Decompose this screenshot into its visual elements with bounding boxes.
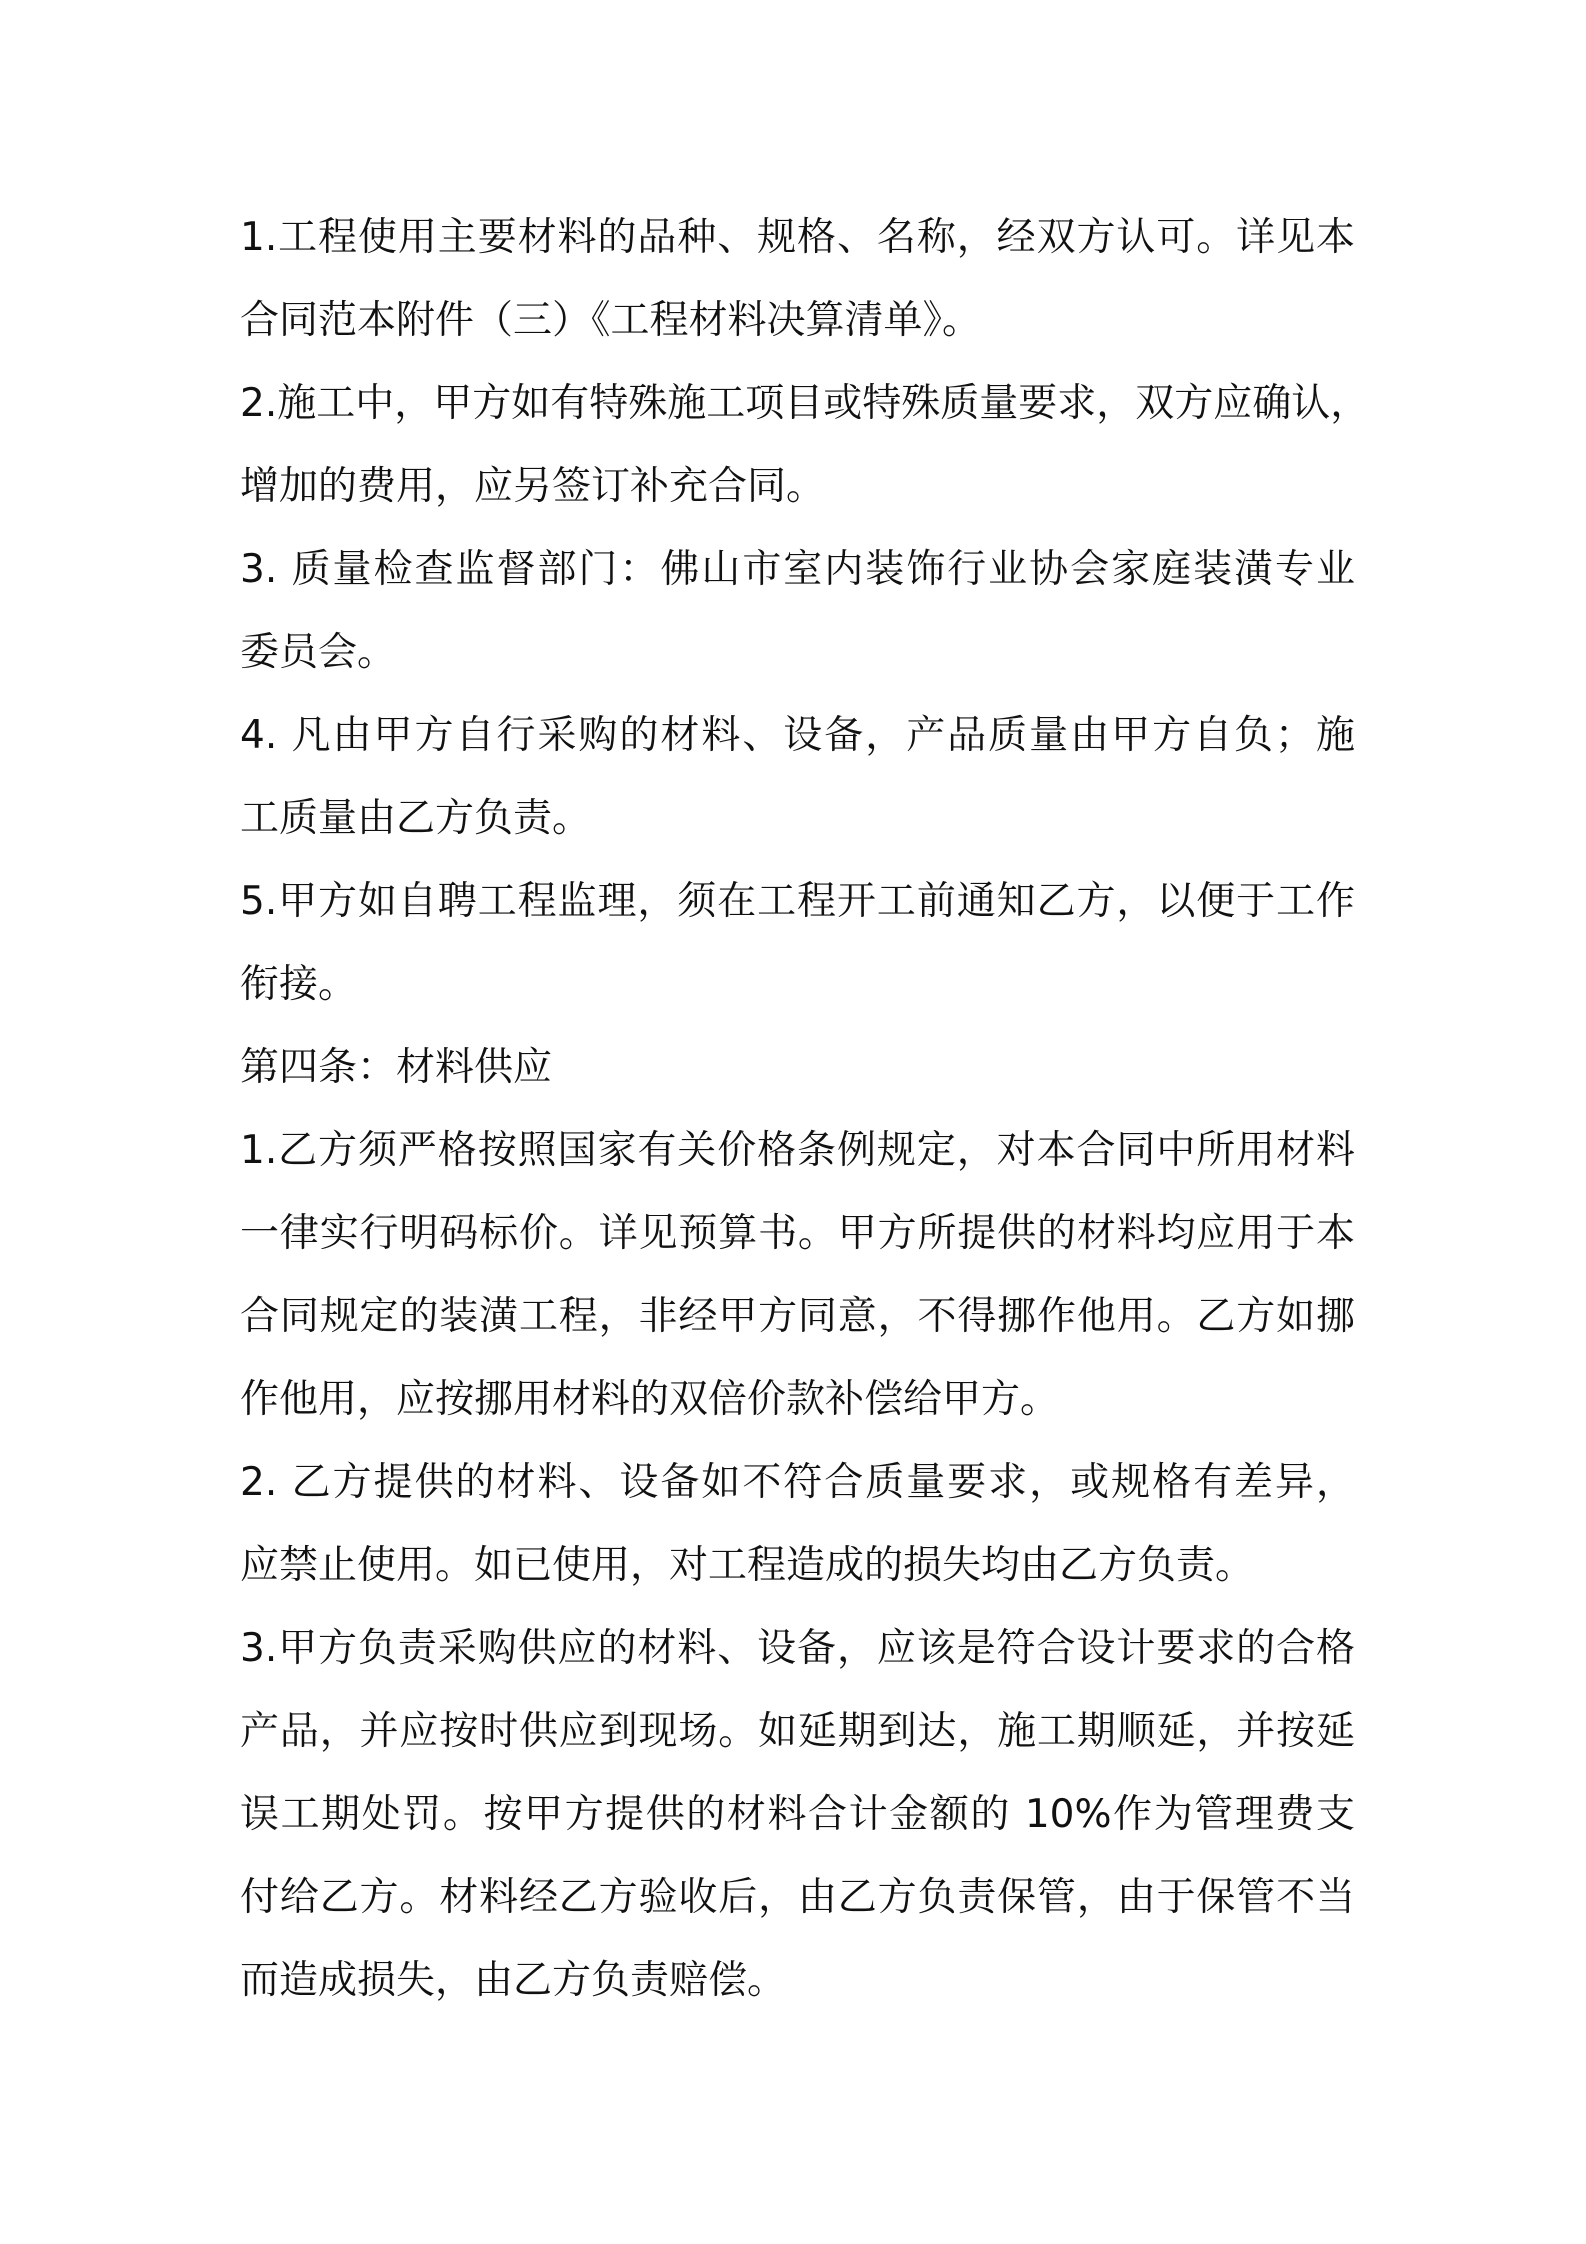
text-line: 衔接。 <box>240 962 358 1007</box>
text-line: 委员会。 <box>240 630 397 675</box>
text-line: 误工期处罚。按甲方提供的材料合计金额的 10%作为管理费支 <box>240 1792 1355 1837</box>
text-line: 5.甲方如自聘工程监理，须在工程开工前通知乙方，以便于工作 <box>240 879 1355 924</box>
text-line: 付给乙方。材料经乙方验收后，由乙方负责保管，由于保管不当 <box>240 1875 1355 1920</box>
text-line: 合同规定的装潢工程，非经甲方同意，不得挪作他用。乙方如挪 <box>240 1294 1355 1339</box>
text-line: 而造成损失，由乙方负责赔偿。 <box>240 1958 787 2003</box>
text-line: 3. 质量检查监督部门：佛山市室内装饰行业协会家庭装潢专业 <box>240 547 1355 592</box>
text-line: 2.施工中，甲方如有特殊施工项目或特殊质量要求，双方应确认， <box>240 381 1370 426</box>
document-body <box>240 196 1370 2022</box>
text-line: 2. 乙方提供的材料、设备如不符合质量要求，或规格有差异， <box>240 1460 1355 1505</box>
text-line: 增加的费用，应另签订补充合同。 <box>240 464 826 509</box>
text-line: 一律实行明码标价。详见预算书。甲方所提供的材料均应用于本 <box>240 1211 1355 1256</box>
text-line: 合同范本附件（三）《工程材料决算清单》。 <box>240 298 982 343</box>
text-line: 3.甲方负责采购供应的材料、设备，应该是符合设计要求的合格 <box>240 1626 1355 1671</box>
text-line: 1.乙方须严格按照国家有关价格条例规定，对本合同中所用材料 <box>240 1128 1355 1173</box>
text-line: 产品，并应按时供应到现场。如延期到达，施工期顺延，并按延 <box>240 1709 1355 1754</box>
text-line: 工质量由乙方负责。 <box>240 796 592 841</box>
text-line: 应禁止使用。如已使用，对工程造成的损失均由乙方负责。 <box>240 1543 1255 1588</box>
text-line: 1.工程使用主要材料的品种、规格、名称，经双方认可。详见本 <box>240 215 1355 260</box>
section-heading: 第四条：材料供应 <box>240 1045 553 1090</box>
text-line: 作他用，应按挪用材料的双倍价款补偿给甲方。 <box>240 1377 1060 1422</box>
text-line: 4. 凡由甲方自行采购的材料、设备，产品质量由甲方自负；施 <box>240 713 1355 758</box>
